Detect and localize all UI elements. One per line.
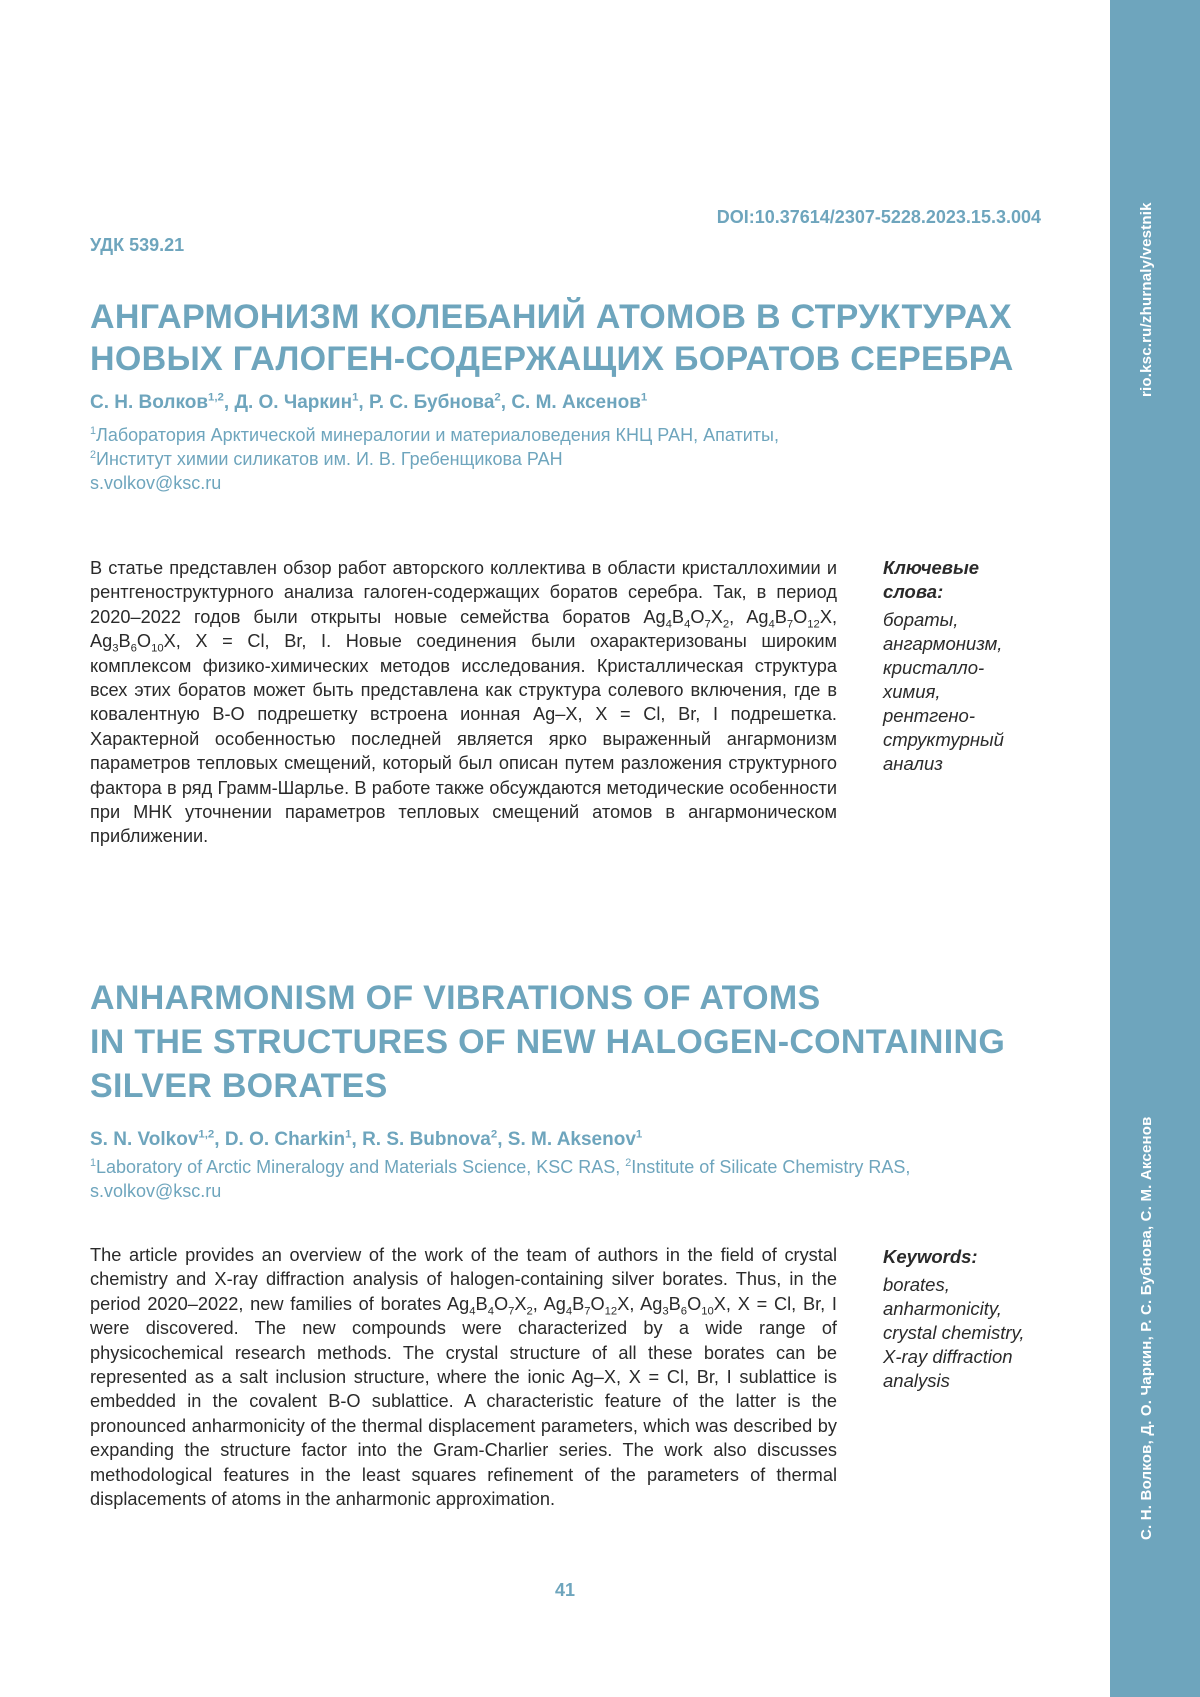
author-name: С. М. Аксенов [511, 392, 641, 413]
abstract-text: The article provides an overview of the work of the team of authors in the field of crystal chemistry and X-ray diffraction analysis of halogen-containing silver borates. Thus, in the period 2020–2022, new families of borates Ag [90, 1245, 837, 1314]
affil-marker: 2 [625, 1157, 632, 1169]
abstract-text: O [136, 631, 152, 652]
affil-marker: 1 [90, 1157, 97, 1169]
abstract-text: B [774, 606, 787, 627]
keyword: бораты, [883, 609, 959, 630]
abstract-text: O [687, 1293, 702, 1314]
formula-subscript: 7 [704, 618, 711, 631]
keyword: crystal chemistry, [883, 1322, 1025, 1343]
author-affil-marker: 1 [345, 1128, 352, 1141]
journal-url[interactable]: rio.ksc.ru/zhurnaly/vestnik [1138, 202, 1155, 397]
ru-article-title [90, 296, 1050, 380]
author-separator: , [223, 392, 235, 413]
author-affil-marker: 1 [352, 391, 359, 404]
affil-text: Институт химии силикатов им. И. В. Гребенщикова РАН [96, 449, 563, 469]
keyword: химия, [883, 681, 941, 702]
en-abstract [90, 1243, 837, 1511]
formula-subscript: 6 [130, 642, 137, 655]
ru-keywords-list [883, 608, 1043, 776]
abstract-text: B [668, 1293, 681, 1314]
en-article-title [90, 976, 1050, 1108]
abstract-text: X, X = Cl, Br, I. Новые соединения были охарактеризованы широким комплексом физико-химических методов исследования. Кристаллическая структура всех этих боратов может быть представлена как структура солевого включения, где в ковалентную B-O подрешетку встроена ионная Ag–X, X = Cl, Br, I подрешетка. Характерной особенностью последней является ярко выраженный ангармонизм параметров тепловых смещений, который был описан путем разложения структурного фактора в ряд Грамм-Шарлье. В работе также обсуждаются методические особенности при МНК уточнении параметров тепловых смещений атомов в ангармоническом приближении. [90, 631, 837, 847]
title-line: ANHARMONISM OF VIBRATIONS OF ATOMS [90, 979, 821, 1017]
abstract-text: X [710, 606, 723, 627]
keyword: структурный [883, 729, 1004, 750]
author-affil-marker: 1,2 [208, 391, 224, 404]
author-name: С. Н. Волков [90, 392, 209, 413]
keyword: X-ray diffraction [883, 1346, 1013, 1367]
running-authors: С. Н. Волков, Д. О. Чаркин, Р. С. Бубнова, С. М. Аксенов [1138, 1116, 1155, 1540]
author-name: S. M. Aksenov [507, 1129, 636, 1150]
keyword: borates, [883, 1274, 950, 1295]
abstract-text: B [671, 606, 685, 627]
affil-marker: 2 [90, 449, 97, 461]
ru-affiliation-2 [90, 447, 779, 471]
keyword: анализ [883, 753, 943, 774]
side-band [1110, 0, 1200, 1697]
en-email[interactable]: s.volkov@ksc.ru [90, 1181, 222, 1201]
en-affiliation-line [90, 1155, 910, 1179]
formula-subscript: 10 [701, 1305, 714, 1318]
en-keywords-list [883, 1273, 1043, 1393]
abstract-text: B [475, 1293, 488, 1314]
abstract-text: B [118, 631, 131, 652]
ru-affiliations [90, 423, 779, 495]
author-separator: , [358, 392, 369, 413]
ru-authors [90, 392, 647, 414]
abstract-text: O [690, 606, 705, 627]
en-keywords-label: Keywords: [883, 1246, 978, 1267]
abstract-text: X, Ag [617, 1293, 663, 1314]
formula-subscript: 3 [662, 1305, 669, 1318]
author-affil-marker: 2 [490, 1128, 498, 1141]
title-line: IN THE STRUCTURES OF NEW HALOGEN-CONTAINING [90, 1023, 1006, 1061]
ru-abstract [90, 556, 837, 849]
affil-text: Laboratory of Arctic Mineralogy and Materials Science, KSC RAS, [96, 1157, 626, 1177]
abstract-text: , Ag [729, 606, 769, 627]
doi[interactable]: DOI:10.37614/2307-5228.2023.15.3.004 [716, 207, 1041, 227]
formula-subscript: 4 [565, 1305, 573, 1318]
formula-subscript: 2 [722, 618, 730, 631]
formula-subscript: 2 [526, 1305, 533, 1318]
formula-subscript: 4 [665, 618, 672, 631]
abstract-text: В статье представлен обзор работ авторского коллектива в области кристаллохимии и рентгеноструктурного анализа галоген-содержащих боратов серебра. Так, в период 2020–2022 годов были открыты новые семейства боратов Ag [90, 558, 837, 627]
keyword: ангармонизм, [883, 633, 1003, 654]
keyword: кристалло- [883, 657, 985, 678]
ru-keywords-label: Ключевые слова: [883, 557, 980, 602]
author-affil-marker: 1,2 [198, 1128, 215, 1141]
abstract-text: O [793, 606, 808, 627]
formula-subscript: 4 [469, 1305, 476, 1318]
affil-text: Лаборатория Арктической минералогии и материаловедения КНЦ РАН, Апатиты, [96, 425, 779, 445]
keyword: anharmonicity, [883, 1298, 1002, 1319]
keyword: рентгено- [883, 705, 976, 726]
formula-subscript: 10 [151, 642, 164, 655]
author-separator: , [351, 1129, 363, 1150]
author-name: Р. С. Бубнова [368, 392, 495, 413]
author-name: R. S. Bubnova [362, 1129, 491, 1150]
udk-code: УДК 539.21 [90, 235, 185, 255]
en-authors [90, 1129, 642, 1151]
author-separator: , [214, 1129, 225, 1150]
abstract-text: X, Ag [90, 606, 837, 652]
title-line: SILVER BORATES [90, 1067, 388, 1105]
keyword: analysis [883, 1370, 950, 1391]
abstract-text: O [590, 1293, 605, 1314]
abstract-text: X, X = Cl, Br, I were discovered. The new compounds were characterized by a wide range of physicochemical research methods. The crystal structure of all these borates can be represented as a salt inclusion structure, where the ionic Ag–X, X = Cl, Br, I sublattice is embedded in the covalent B-O sublattice. A characteristic feature of the latter is the pronounced anharmonicity of the thermal displacement parameters, which was described by expanding the structure factor into the Gram-Charlier series. The work also discusses methodological features in the least squares refinement of the parameters of thermal displacements of atoms in the anharmonic approximation. [90, 1293, 837, 1510]
abstract-text: , Ag [532, 1293, 566, 1314]
abstract-text: B [572, 1293, 585, 1314]
formula-subscript: 4 [768, 618, 775, 631]
affil-marker: 1 [90, 425, 97, 437]
author-name: Д. О. Чаркин [234, 392, 353, 413]
formula-subscript: 4 [684, 618, 691, 631]
author-separator: , [497, 1129, 508, 1150]
formula-subscript: 12 [807, 618, 820, 631]
formula-subscript: 4 [487, 1305, 494, 1318]
en-keywords [883, 1245, 1043, 1393]
ru-keywords [883, 556, 1043, 776]
title-line: НОВЫХ ГАЛОГЕН-СОДЕРЖАЩИХ БОРАТОВ СЕРЕБРА [90, 340, 1014, 378]
abstract-text: X [514, 1293, 527, 1314]
author-affil-marker: 1 [635, 1128, 643, 1141]
author-affil-marker: 1 [640, 391, 648, 404]
affil-text: Institute of Silicate Chemistry RAS, [631, 1157, 911, 1177]
formula-subscript: 12 [604, 1305, 618, 1318]
formula-subscript: 7 [584, 1305, 591, 1318]
ru-email[interactable]: s.volkov@ksc.ru [90, 473, 222, 493]
formula-subscript: 7 [508, 1305, 515, 1318]
formula-subscript: 7 [786, 618, 794, 631]
page-number: 41 [555, 1580, 576, 1600]
formula-subscript: 6 [680, 1305, 688, 1318]
en-affiliations [90, 1155, 910, 1203]
ru-affiliation-1 [90, 423, 779, 447]
author-affil-marker: 2 [494, 391, 501, 404]
formula-subscript: 3 [112, 642, 119, 655]
abstract-text: O [493, 1293, 509, 1314]
title-line: АНГАРМОНИЗМ КОЛЕБАНИЙ АТОМОВ В СТРУКТУРАХ [90, 298, 1012, 336]
author-separator: , [500, 392, 512, 413]
author-name: S. N. Volkov [90, 1129, 199, 1150]
author-name: D. O. Charkin [224, 1129, 346, 1150]
